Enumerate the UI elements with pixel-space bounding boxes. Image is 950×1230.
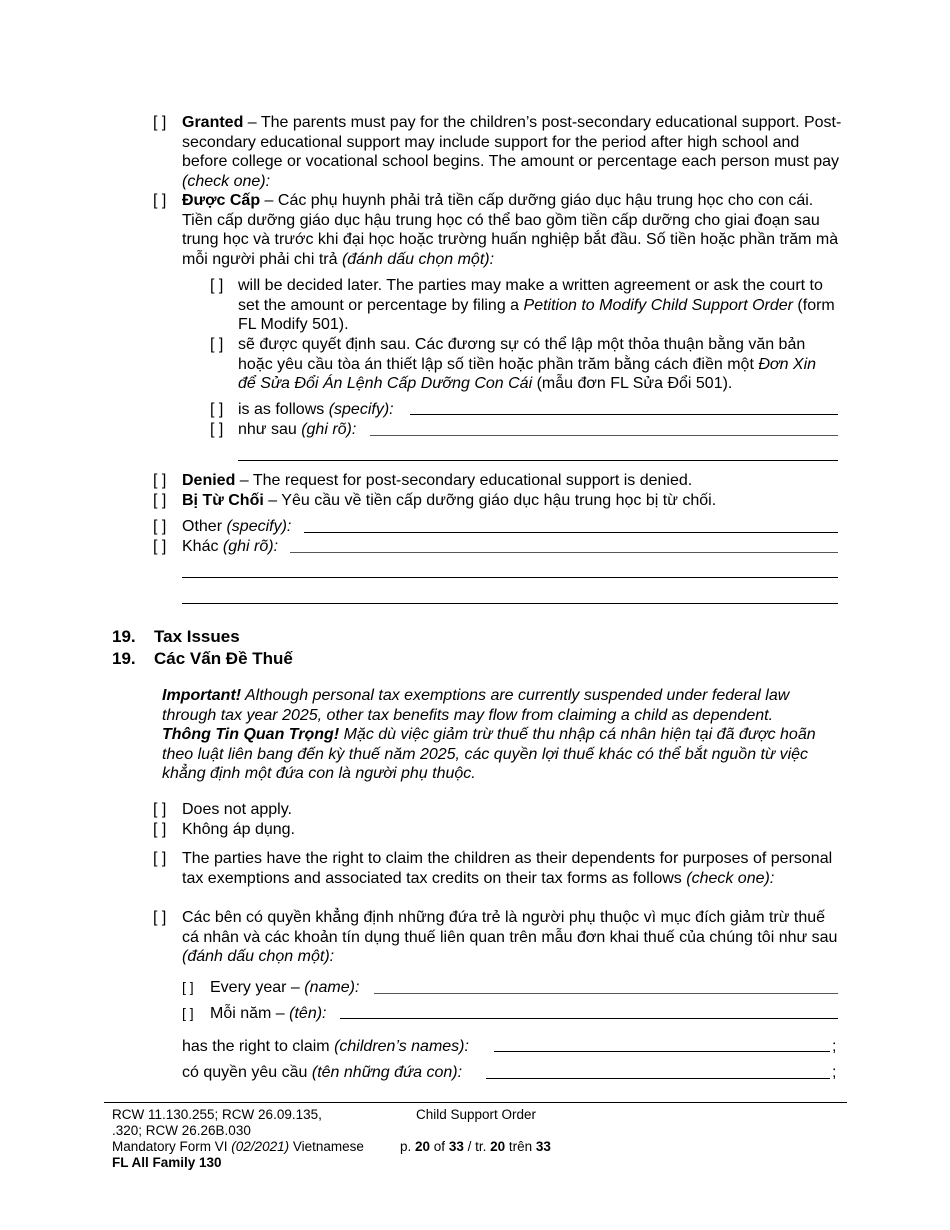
follows-checkbox[interactable]: [ ] — [210, 401, 224, 418]
other-field[interactable] — [304, 532, 838, 533]
denied-checkbox[interactable]: [ ] — [153, 472, 167, 489]
footer-form-line: Mandatory Form VI (02/2021) Vietnamese — [112, 1139, 364, 1154]
claim-semicolon: ; — [832, 1038, 837, 1055]
right-vi-checkbox[interactable]: [ ] — [153, 909, 167, 926]
follows-vi-field[interactable] — [370, 435, 838, 436]
other-vi-checkbox[interactable]: [ ] — [153, 538, 167, 555]
granted-vi-option: Được Cấp – Các phụ huynh phải trả tiền cấp dưỡng giáo dục hậu trung học cho con cái. Tiền cấp dưỡng giáo dục hậu trung học có thể bao gồm tiền cấp dưỡng cho giai đoạn sau trung học và trước khi đại học hoặc trường huấn nghiệp bắt đầu. Số tiền hoặc phần trăm mà mỗi người phải chi trả (đánh dấu chọn một): — [182, 192, 839, 268]
footer-title: Child Support Order — [416, 1107, 537, 1122]
right-option: The parties have the right to claim the children as their dependents for purposes of personal tax exemptions and associated tax credits on their tax forms as follows (check one): — [182, 850, 833, 887]
other-extra-line-1[interactable] — [182, 577, 838, 578]
section-number-vi: 19. — [112, 649, 136, 668]
denied-option: Denied – The request for post-secondary educational support is denied. — [182, 472, 693, 489]
every-year-field[interactable] — [374, 993, 838, 994]
every-year-checkbox[interactable]: [ ] — [182, 979, 194, 995]
right-vi-option: Các bên có quyền khẳng định những đứa trẻ là người phụ thuộc vì mục đích giảm trừ thuế cá nhân và các khoản tín dụng thuế liên quan trên mẫu đơn khai thuế của chúng tôi như sau (đánh dấu chọn một): — [182, 909, 838, 965]
every-year-label: Every year – (name): — [210, 979, 360, 996]
footer-rcw-line-1: RCW 11.130.255; RCW 26.09.135, — [112, 1107, 322, 1122]
other-vi-field[interactable] — [290, 552, 838, 553]
later-option: will be decided later. The parties may make a written agreement or ask the court to set the amount or percentage by filing a Petition to Modify Child Support Order (form FL Modify 501). — [238, 277, 835, 333]
follows-vi-checkbox[interactable]: [ ] — [210, 421, 224, 438]
claim-vi-field[interactable] — [486, 1078, 830, 1079]
important-note-vi: Thông Tin Quan Trọng! Mặc dù việc giảm trừ thuế thu nhập cá nhân hiện tại đã được hoãn theo luật liên bang đến kỳ thuế năm 2025, các quyền lợi thuế khác có thể bắt nguồn từ việc khẳng định một đứa con là người phụ thuộc. — [162, 726, 816, 782]
footer-form-code: FL All Family 130 — [112, 1155, 222, 1170]
important-note: Important! Although personal tax exemptions are currently suspended under federal law through tax year 2025, other tax benefits may flow from claiming a child as dependent. — [162, 687, 790, 724]
footer-rcw-line-2: .320; RCW 26.26B.030 — [112, 1123, 251, 1138]
follows-label: is as follows (specify): — [238, 401, 394, 418]
other-vi-label: Khác (ghi rõ): — [182, 538, 279, 555]
follows-field[interactable] — [410, 414, 838, 415]
claim-field[interactable] — [494, 1051, 830, 1052]
follows-vi-label: như sau (ghi rõ): — [238, 421, 357, 438]
footer-rule — [104, 1102, 847, 1103]
follows-extra-line[interactable] — [238, 460, 838, 461]
later-checkbox[interactable]: [ ] — [210, 277, 224, 294]
granted-option: Granted – The parents must pay for the children’s post-secondary educational support. Post-secondary educational support may include support for the period after high school and before college or vocational school begins. The amount or percentage each person must pay (check one): — [182, 114, 842, 190]
na-vi-label: Không áp dụng. — [182, 821, 295, 838]
every-year-vi-checkbox[interactable]: [ ] — [182, 1005, 194, 1021]
denied-vi-option: Bị Từ Chối – Yêu cầu về tiền cấp dưỡng giáo dục hậu trung học bị từ chối. — [182, 492, 717, 509]
every-year-vi-label: Mỗi năm – (tên): — [210, 1005, 327, 1022]
every-year-vi-field[interactable] — [340, 1018, 838, 1019]
granted-vi-checkbox[interactable]: [ ] — [153, 192, 167, 209]
na-checkbox[interactable]: [ ] — [153, 801, 167, 818]
section-title-vi: Các Vấn Đề Thuế — [154, 649, 293, 668]
other-label: Other (specify): — [182, 518, 292, 535]
claim-vi-semicolon: ; — [832, 1064, 837, 1081]
right-checkbox[interactable]: [ ] — [153, 850, 167, 867]
claim-label: has the right to claim (children’s names): — [182, 1038, 469, 1055]
later-vi-option: sẽ được quyết định sau. Các đương sự có thể lập một thỏa thuận bằng văn bản hoặc yêu cầu tòa án thiết lập số tiền hoặc phần trăm bằng cách điền một Đơn Xin để Sửa Đổi Án Lệnh Cấp Dưỡng Con Cái (mẫu đơn FL Sửa Đổi 501). — [238, 336, 817, 392]
denied-vi-checkbox[interactable]: [ ] — [153, 492, 167, 509]
na-vi-checkbox[interactable]: [ ] — [153, 821, 167, 838]
footer-page-number: p. 20 of 33 / tr. 20 trên 33 — [400, 1139, 551, 1154]
claim-vi-label: có quyền yêu cầu (tên những đứa con): — [182, 1064, 463, 1081]
section-title: Tax Issues — [154, 627, 240, 646]
other-checkbox[interactable]: [ ] — [153, 518, 167, 535]
later-vi-checkbox[interactable]: [ ] — [210, 336, 224, 353]
section-number: 19. — [112, 627, 136, 646]
granted-checkbox[interactable]: [ ] — [153, 114, 167, 131]
na-label: Does not apply. — [182, 801, 292, 818]
other-extra-line-2[interactable] — [182, 603, 838, 604]
